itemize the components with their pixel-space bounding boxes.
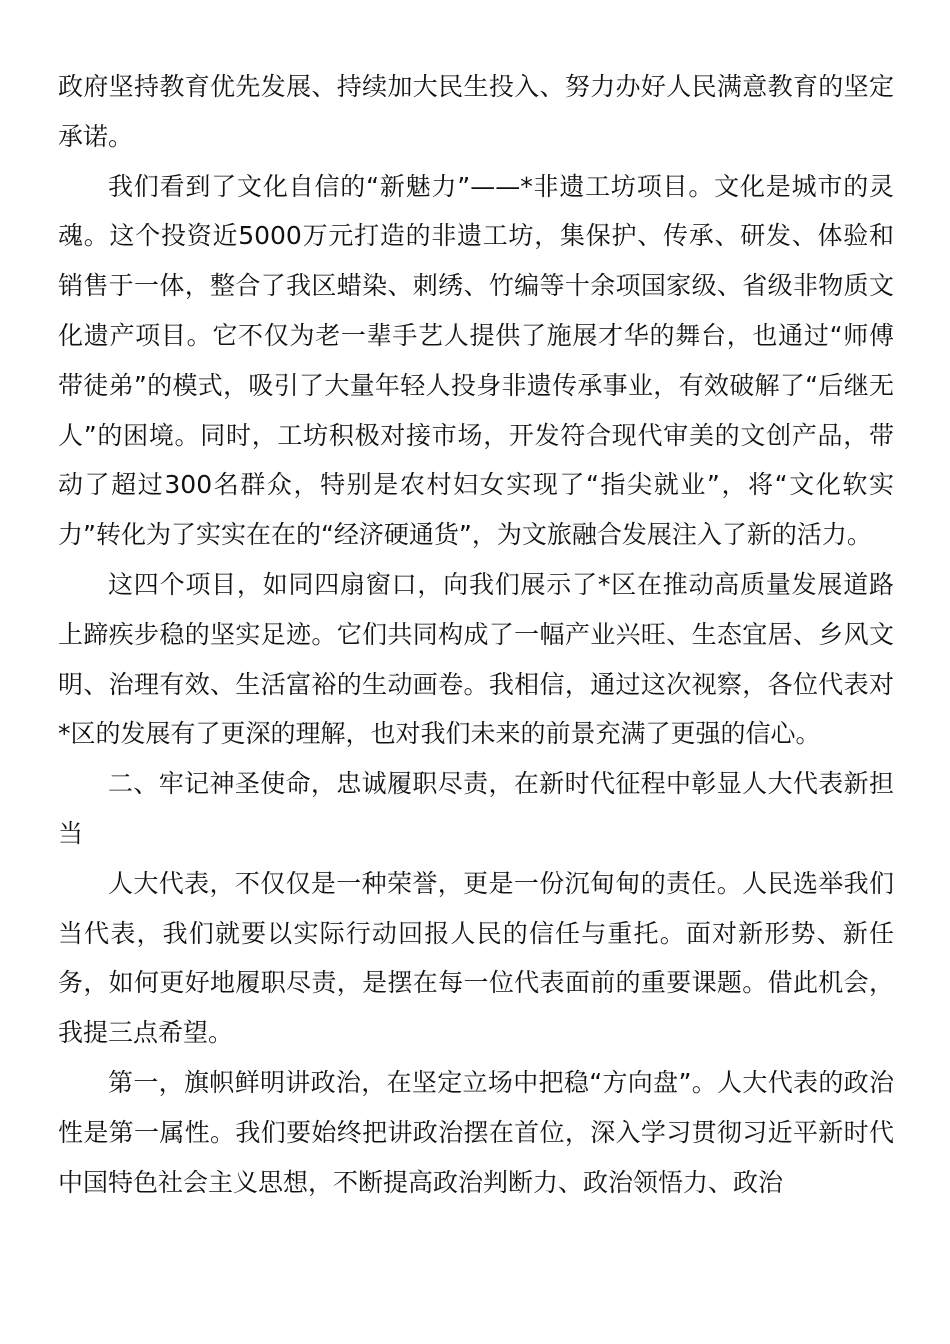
paragraph-first-hope: 第一，旗帜鲜明讲政治，在坚定立场中把稳“方向盘”。人大代表的政治性是第一属性。我们要始终把讲政治摆在首位，深入学习贯彻习近平新时代中国特色社会主义思想，不断提高政治判断力、政治领悟力、政治 bbox=[58, 1067, 894, 1197]
document-page bbox=[58, 62, 894, 1207]
paragraph-education-commitment: 政府坚持教育优先发展、持续加大民生投入、努力办好人民满意教育的坚定承诺。 bbox=[58, 72, 894, 151]
paragraph-deputy-responsibility: 人大代表，不仅仅是一种荣誉，更是一份沉甸甸的责任。人民选举我们当代表，我们就要以实际行动回报人民的信任与重托。面对新形势、新任务，如何更好地履职尽责，是摆在每一位代表面前的重要课题。借此机会，我提三点希望。 bbox=[58, 868, 894, 1048]
paragraph-four-projects: 这四个项目，如同四扇窗口，向我们展示了*区在推动高质量发展道路上蹄疾步稳的坚实足迹。它们共同构成了一幅产业兴旺、生态宜居、乡风文明、治理有效、生活富裕的生动画卷。我相信，通过这次视察，各位代表对*区的发展有了更深的理解，也对我们未来的前景充满了更强的信心。 bbox=[58, 569, 894, 749]
paragraph-heritage-workshop: 我们看到了文化自信的“新魅力”——*非遗工坊项目。文化是城市的灵魂。这个投资近5000万元打造的非遗工坊，集保护、传承、研发、体验和销售于一体，整合了我区蜡染、刺绣、竹编等十余项国家级、省级非物质文化遗产项目。它不仅为老一辈手艺人提供了施展才华的舞台，也通过“师傅带徒弟”的模式，吸引了大量年轻人投身非遗传承事业，有效破解了“后继无人”的困境。同时，工坊积极对接市场，开发符合现代审美的文创产品，带动了超过300名群众，特别是农村妇女实现了“指尖就业”，将“文化软实力”转化为了实实在在的“经济硬通货”，为文旅融合发展注入了新的活力。 bbox=[58, 171, 894, 550]
section-heading-two: 二、牢记神圣使命，忠诚履职尽责，在新时代征程中彰显人大代表新担当 bbox=[58, 769, 894, 848]
